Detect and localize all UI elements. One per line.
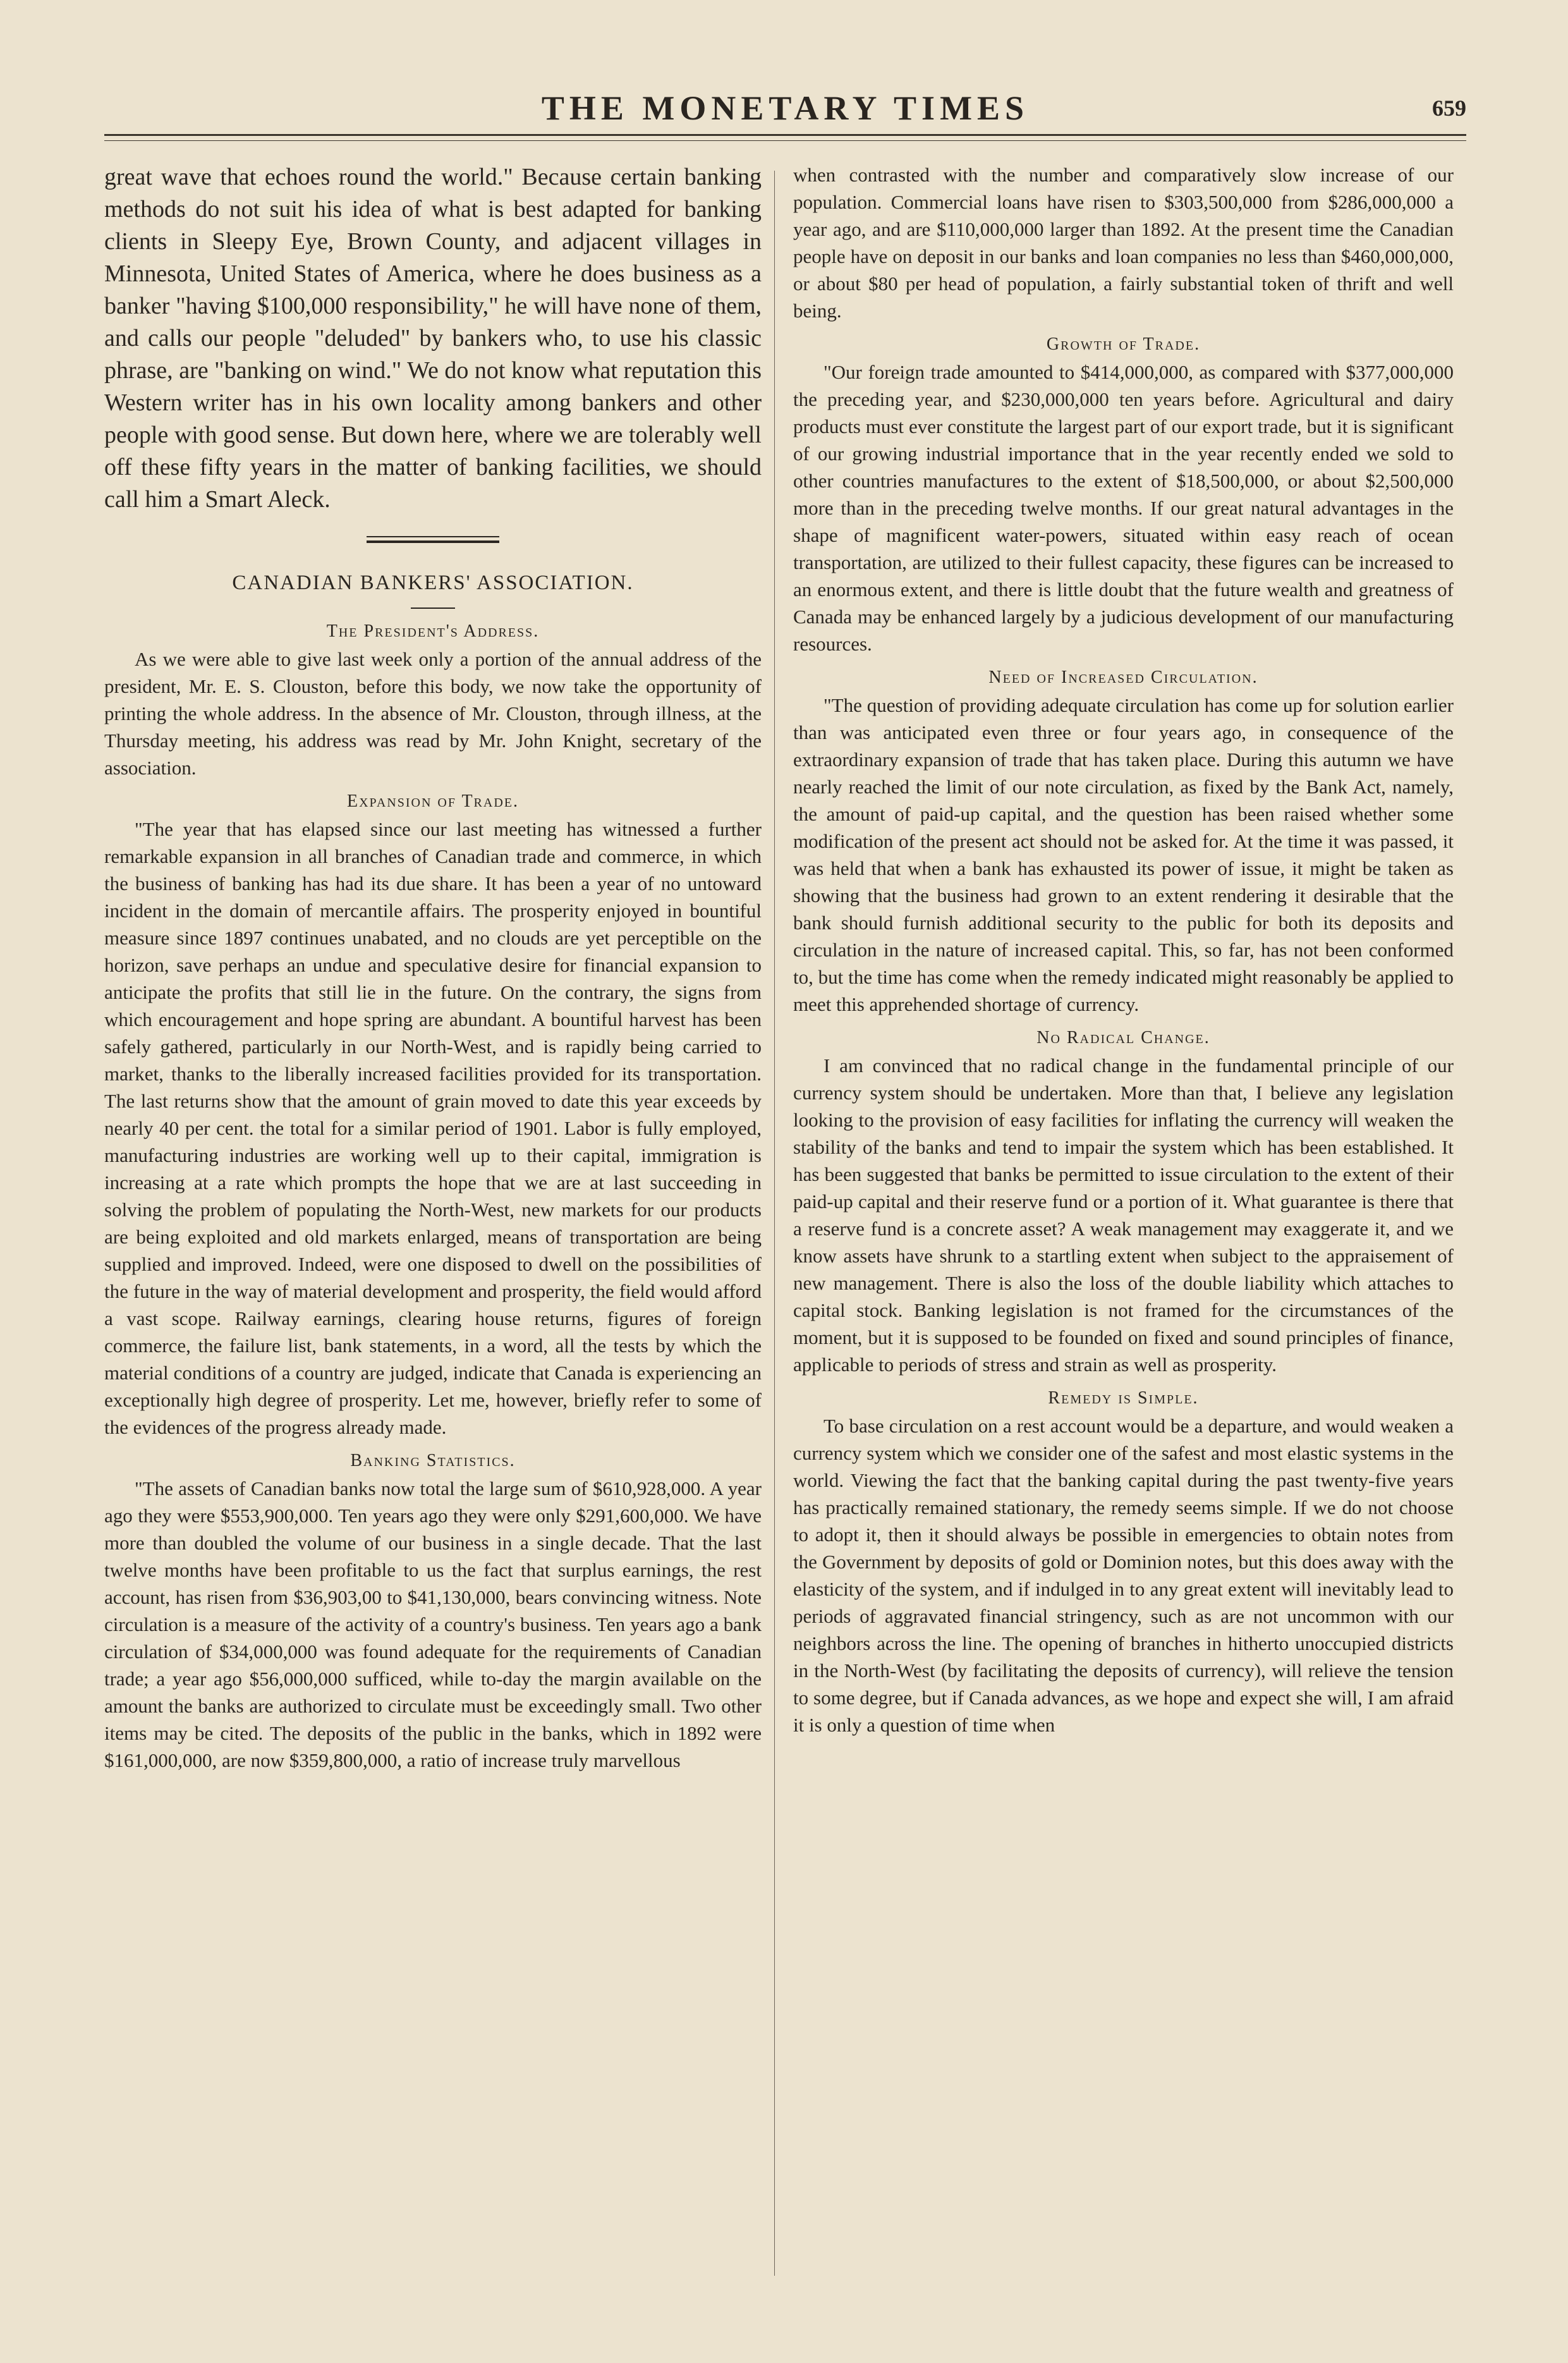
subheading-expansion-of-trade: Expansion of Trade. — [347, 791, 519, 811]
subheading-presidents-address: The President's Address. — [326, 621, 540, 641]
subheading-banking-statistics: Banking Statistics. — [350, 1451, 516, 1470]
article-paragraph: when contrasted with the number and comparatively slow increase of our population. Commercial loans have risen to $303,500,000 from $286,000,000 a year ago, and are $110,000,000 larger than 1892. At the present time the Canadian people have on deposit in our banks and loan companies no less than $460,000,000, or about $80 per head of population, a fairly substantial token of thrift and well being. — [793, 164, 1454, 322]
header-rule-thick — [104, 134, 1466, 136]
article-paragraph: "Our foreign trade amounted to $414,000,000, as compared with $377,000,000 the preceding year, and $230,000,000 ten years before. Agricultural and dairy products must ever constitute the largest part of our export trade, but it is significant of our growing industrial importance that in the year recently ended we sold to other countries manufactures to the extent of $18,500,000, or about $2,500,000 more than in the preceding twelve months. If our great natural advantages in the shape of magnificent water-powers, situated within easy reach of ocean transportation, are utilized to their fullest capacity, these figures can be increased to an enormous extent, and there is little doubt that the future wealth and greatness of Canada may be enhanced largely by a judicious development of our manufacturing resources. — [793, 361, 1454, 655]
article-paragraph: "The year that has elapsed since our last meeting has witnessed a further remarkable expansion in all branches of Canadian trade and commerce, in which the business of banking has had its due share. It has been a year of no untoward incident in the domain of mercantile affairs. The prosperity enjoyed in bountiful measure since 1897 continues unabated, and no clouds are yet perceptible on the horizon, save perhaps an undue and speculative desire for financial expansion to anticipate the profits that still lie in the future. On the contrary, the signs from which encouragement and hope spring are abundant. A bountiful harvest has been safely gathered, particularly in our North-West, and is rapidly being carried to market, thanks to the liberally increased facilities provided for its transportation. The last returns show that the amount of grain moved to date this year exceeds by nearly 40 per cent. the total for a similar period of 1901. Labor is fully employed, manufacturing industries are working well up to their capital, immigration is increasing at a rate which prompts the hope that we are at last succeeding in solving the problem of populating the North-West, new markets for our products are being exploited and old markets enlarged, means of transportation are being supplied and improved. Indeed, were one disposed to dwell on the possibilities of the future in the way of material development and prosperity, the field would afford a vast scope. Railway earnings, clearing house returns, figures of foreign commerce, the failure list, bank statements, in a word, all the tests by which the material conditions of a country are judged, indicate that Canada is experiencing an exceptionally high degree of prosperity. Let me, however, briefly refer to some of the evidences of the progress already made. — [104, 818, 762, 1438]
subheading-no-radical-change: No Radical Change. — [1036, 1028, 1210, 1047]
article-paragraph: I am convinced that no radical change in the fundamental principle of our currency system should be undertaken. More than that, I believe any legislation looking to the provision of easy facilities for inflating the currency will weaken the stability of the banks and tend to impair the system which has been established. It has been suggested that banks be permitted to issue circulation to the extent of their paid-up capital and their reserve fund or a portion of it. What guarantee is there that a reserve fund is a concrete asset? A weak management may exaggerate it, and we know assets have shrunk to a startling extent when subject to the appraisement of new management. There is also the loss of the double liability which attaches to capital stock. Banking legislation is not framed for the circumstances of the moment, but it is supposed to be founded on fixed and sound principles of finance, applicable to periods of stress and strain as well as prosperity. — [793, 1054, 1454, 1376]
right-column — [793, 161, 1454, 2285]
page-header — [104, 89, 1466, 126]
article-paragraph: "The assets of Canadian banks now total the large sum of $610,928,000. A year ago they were $553,900,000. Ten years ago they were only $291,600,000. We have more than doubled the volume of our business in a single decade. That the last twelve months have been profitable to us the fact that surplus earnings, the rest account, has risen from $36,903,00 to $41,130,000, bears convincing witness. Note circulation is a measure of the activity of a country's business. Ten years ago a bank circulation of $34,000,000 was found adequate for the requirements of Canadian trade; a year ago $56,000,000 sufficed, while to-day the margin available on the amount the banks are authorized to circulate must be exceedingly small. Two other items may be cited. The deposits of the public in the banks, which in 1892 were $161,000,000, are now $359,800,000, a ratio of increase truly marvellous — [104, 1477, 762, 1771]
article-paragraph: As we were able to give last week only a portion of the annual address of the president, Mr. E. S. Clouston, before this body, we now take the opportunity of printing the whole address. In the absence of Mr. Clouston, through illness, at the Thursday meeting, his address was read by Mr. John Knight, secretary of the association. — [104, 648, 762, 779]
page-number: 659 — [1432, 95, 1466, 121]
article-paragraph: "The question of providing adequate circulation has come up for solution earlier than was anticipated even three or four years ago, in consequence of the extraordinary expansion of trade that has taken place. During this autumn we have nearly reached the limit of our note circulation, as fixed by the Bank Act, namely, the amount of paid-up capital, and the question has been raised whether some modification of the present act should not be asked for. At the time it was passed, it was held that when a bank has exhausted its power of issue, it might be taken as showing that the business had grown to an extent rendering it desirable that the bank should furnish additional security to the public for both its deposits and circulation in the nature of increased capital. This, so far, has not been conformed to, but the time has come when the remedy indicated might reasonably be applied to meet this apprehended shortage of currency. — [793, 694, 1454, 1015]
subheading-need-of-increased-circulation: Need of Increased Circulation. — [988, 668, 1258, 687]
section-ornament-rule — [104, 536, 762, 543]
article-title: CANADIAN BANKERS' ASSOCIATION. — [232, 571, 634, 594]
subheading-growth-of-trade: Growth of Trade. — [1046, 334, 1201, 354]
left-column — [104, 161, 762, 2285]
header-rule-thin — [104, 140, 1466, 141]
subheading-remedy-is-simple: Remedy is Simple. — [1048, 1388, 1199, 1408]
editorial-paragraph: great wave that echoes round the world." Because certain banking methods do not suit his idea of what is best adapted for banking clients in Sleepy Eye, Brown County, and adjacent villages in Minnesota, United States of America, where he does business as a banker "having $100,000 responsibility," he will have none of them, and calls our people "deluded" by bankers who, to use his classic phrase, are "banking on wind." We do not know what reputation this Western writer has in his own locality among bankers and other people with good sense. But down here, where we are tolerably well off these fifty years in the matter of banking facilities, we should call him a Smart Aleck. — [104, 164, 762, 513]
article-paragraph: To base circulation on a rest account would be a departure, and would weaken a currency system which we consider one of the safest and most elastic systems in the world. Viewing the fact that the banking capital during the past twenty-five years has practically remained stationary, the remedy seems simple. If we do not choose to adopt it, then it should always be possible in emergencies to obtain notes from the Government by deposits of gold or Dominion notes, but this does away with the elasticity of the system, and if indulged in to any great extent will inevitably lead to periods of aggravated financial stringency, such as are not uncommon with our neighbors across the line. The opening of branches in hitherto unoccupied districts in the North-West (by facilitating the deposits of currency), will relieve the tension to some degree, but if Canada advances, as we hope and expect she will, I am afraid it is only a question of time when — [793, 1415, 1454, 1736]
continued-editorial — [104, 161, 762, 516]
publication-title: THE MONETARY TIMES — [541, 89, 1030, 127]
column-divider — [774, 171, 775, 2276]
title-divider — [411, 608, 455, 609]
